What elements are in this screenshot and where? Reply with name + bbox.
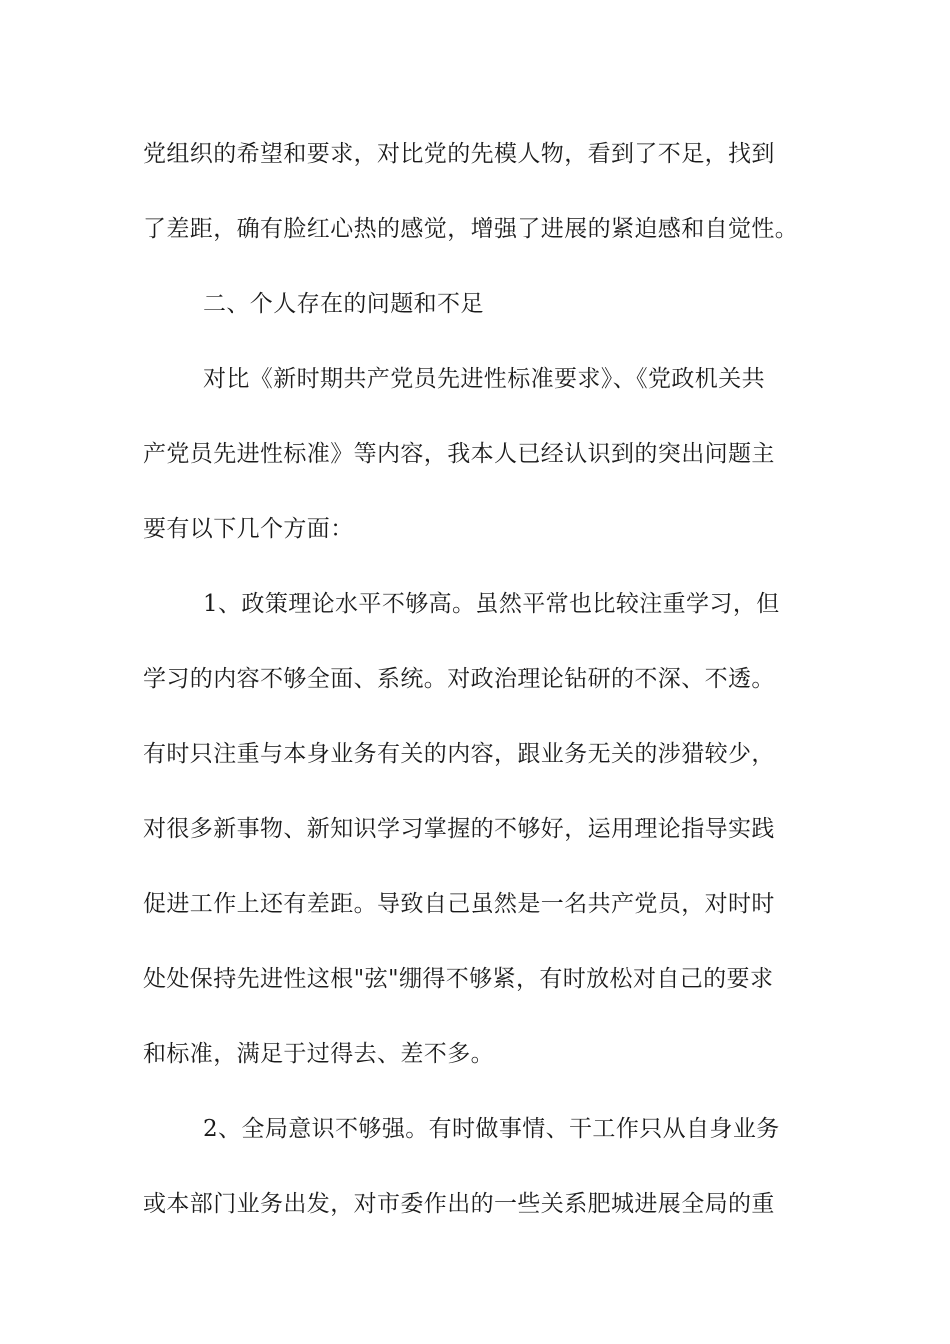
text-line: 要有以下几个方面： [143,516,354,542]
section-heading: 二、个人存在的问题和不足 [203,291,484,317]
text-line: 1、政策理论水平不够高。虽然平常也比较注重学习，但 [203,591,780,617]
text-line: 了差距，确有脸红心热的感觉，增强了进展的紧迫感和自觉性。 [143,216,799,242]
text-line: 促进工作上还有差距。导致自己虽然是一名共产党员，对时时 [143,891,775,917]
text-line: 产党员先进性标准》等内容，我本人已经认识到的突出问题主 [143,441,775,467]
document-body [143,126,823,1251]
text-line: 有时只注重与本身业务有关的内容，跟业务无关的涉猎较少， [143,741,775,767]
text-line: 或本部门业务出发，对市委作出的一些关系肥城进展全局的重 [143,1191,775,1217]
text-line: 2、全局意识不够强。有时做事情、干工作只从自身业务 [203,1116,780,1142]
text-line: 对很多新事物、新知识学习掌握的不够好，运用理论指导实践 [143,816,775,842]
text-line: 和标准，满足于过得去、差不多。 [143,1041,494,1067]
text-line: 党组织的希望和要求，对比党的先模人物，看到了不足，找到 [143,141,775,167]
text-line: 学习的内容不够全面、系统。对政治理论钻研的不深、不透。 [143,666,775,692]
text-line: 对比《新时期共产党员先进性标准要求》、《党政机关共 [203,366,765,392]
text-line: 处处保持先进性这根"弦"绷得不够紧，有时放松对自己的要求 [143,966,774,992]
